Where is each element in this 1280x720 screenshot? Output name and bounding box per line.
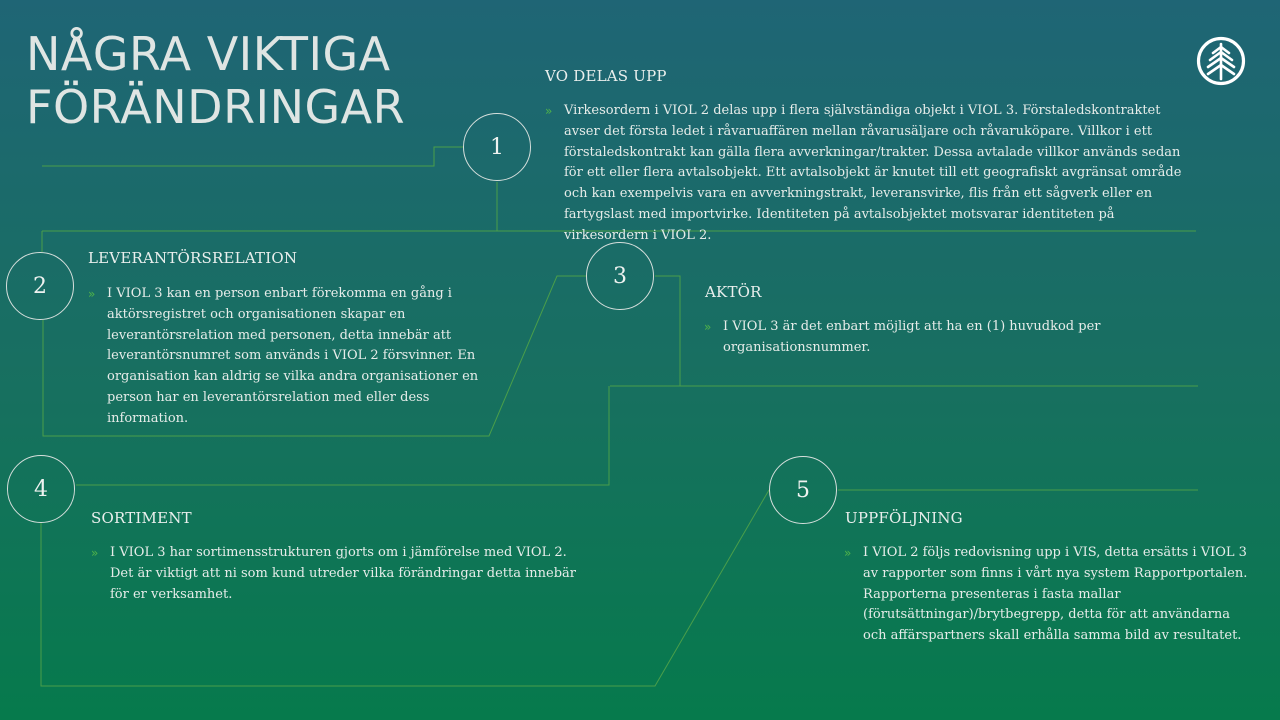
section-5-heading: UPPFÖLJNING — [845, 509, 963, 527]
section-1-bullet — [545, 101, 1194, 247]
step-1-circle: 1 — [463, 113, 531, 181]
title-line-1: NÅGRA VIKTIGA — [26, 27, 391, 81]
title-line-2: FÖRÄNDRINGAR — [26, 80, 406, 134]
connector-1-left — [42, 147, 463, 166]
bullet-arrow-icon: » — [91, 546, 99, 560]
section-3-bullet — [704, 317, 1113, 359]
section-5-text: I VIOL 2 följs redovisning upp i VIS, detta ersätts i VIOL 3 av rapporter som finns i vårt nya system Rapportportalen. Rapporterna presenteras i fasta mallar (förutsättningar)/brytbegrepp, detta för att användarna och affärspartners skall erhålla samma bild av resultatet. — [863, 545, 1248, 644]
section-4-heading: SORTIMENT — [91, 509, 192, 527]
section-1-heading: VO DELAS UPP — [545, 67, 667, 85]
section-4-text: I VIOL 3 har sortimensstrukturen gjorts om i jämförelse med VIOL 2. Det är viktigt att ni som kund utreder vilka förändringar detta innebär för er verksamhet. — [110, 545, 577, 602]
bullet-arrow-icon: » — [545, 104, 553, 118]
section-3-text: I VIOL 3 är det enbart möjligt att ha en (1) huvudkod per organisationsnummer. — [723, 319, 1101, 355]
step-5-circle: 5 — [769, 456, 837, 524]
bullet-arrow-icon: » — [844, 546, 852, 560]
step-4-circle: 4 — [7, 455, 75, 523]
section-3-heading: AKTÖR — [705, 283, 762, 301]
bullet-arrow-icon: » — [88, 287, 96, 301]
tree-logo-icon — [1196, 36, 1246, 86]
section-4-bullet — [91, 543, 588, 605]
step-3-circle: 3 — [586, 242, 654, 310]
section-2-text: I VIOL 3 kan en person enbart förekomma en gång i aktörsregistret och organisationen skapar en leverantörsrelation med personen, detta innebär att leverantörsnumret som används i VIOL 2 försvinner. En organisation kan aldrig se vilka andra organisationer en person har en leverantörsrelation med eller dess information. — [107, 286, 479, 426]
section-5-bullet — [844, 543, 1253, 647]
section-2-heading: LEVERANTÖRSRELATION — [88, 249, 298, 267]
bullet-arrow-icon: » — [704, 320, 712, 334]
step-2-circle: 2 — [6, 252, 74, 320]
section-2-bullet — [88, 284, 479, 430]
section-1-text: Virkesordern i VIOL 2 delas upp i flera självständiga objekt i VIOL 3. Förstaledskontraktet avser det första ledet i råvaruaffären mellan råvarusäljare och råvaruköpare. Villkor i ett förstaledskontrakt kan gälla flera avverkningar/trakter. Dessa avtalade villkor används sedan för ett eller flera avtalsobjekt. Ett avtalsobjekt är knutet till ett geografiskt avgränsat område och kan exempelvis vara en avverkningstrakt, leveransvirke, flis från ett sågverk eller en fartygslast med importvirke. Identiteten på avtalsobjektet motsvarar identiteten på virkesordern i VIOL 2. — [564, 103, 1182, 243]
